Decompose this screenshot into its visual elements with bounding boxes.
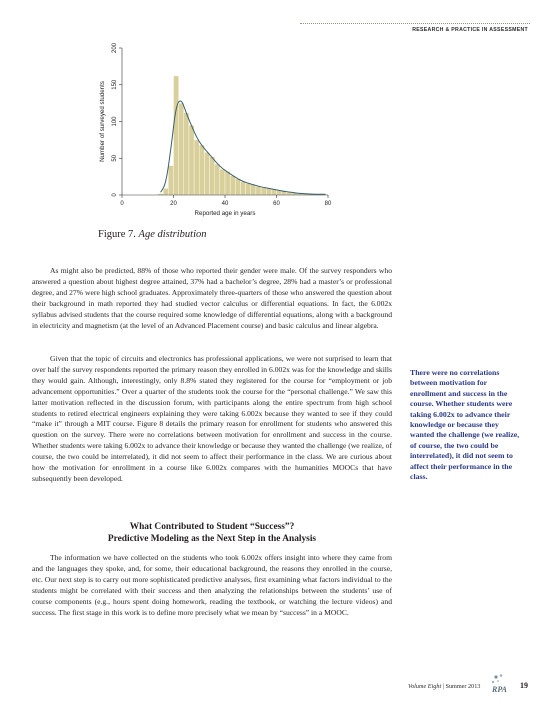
histogram-bar: [261, 188, 266, 195]
histogram-bar: [235, 179, 240, 195]
histogram-bar: [163, 188, 168, 195]
histogram-bar: [199, 145, 204, 195]
histogram-bar: [174, 76, 179, 195]
svg-text:RPA: RPA: [492, 685, 507, 694]
section-heading-line-2: Predictive Modeling as the Next Step in the Analysis: [107, 534, 317, 544]
y-tick-label: 100: [112, 116, 118, 127]
footer-volume-label: Volume Eight: [408, 683, 442, 690]
figure-label: Figure 7.: [98, 229, 136, 240]
figure-caption: [98, 229, 207, 240]
page-number: 19: [520, 681, 528, 690]
paragraph-1: As might also be predicted, 88% of those who reported their gender were male. Of the survey responders who answered a question about highest degree attained, 37% had a bachelor’s degree, 28% had a master’s or professional degree, and 27% were high school graduates. Approximately three-quarters of those who answered the question about their background in math reported they had studied vector calculus or differential equations. In fact, the 6.002x syllabus advised students that the course required some knowledge of differential equations, along with a background in electricity and magnetism (at the level of an Advanced Placement course) and basic calculus and linear algebra.: [32, 266, 392, 330]
rpa-logo-icon: [490, 673, 520, 697]
histogram-bar: [240, 182, 245, 195]
x-tick-label: 20: [170, 201, 177, 207]
running-head: RESEARCH & PRACTICE IN ASSESSMENT: [412, 27, 528, 33]
y-tick-label: 0: [112, 193, 118, 197]
x-tick-label: 60: [273, 201, 280, 207]
pull-quote: There were no correlations between motivation for enrollment and success in the course. Whether students were taking 6.002x to advance their knowledge or because they wanted the challenge (we realize, of course, the two could be interrelated), it did not seem to affect their performance in the class.: [410, 368, 520, 482]
histogram-bar: [194, 140, 199, 195]
footer-issue: | Summer 2013: [441, 683, 481, 690]
y-tick-label: 200: [112, 42, 118, 54]
histogram-bar: [230, 176, 235, 195]
histogram-bar: [277, 191, 282, 195]
x-tick-label: 0: [120, 201, 124, 207]
section-heading-line-1: What Contributed to Student “Success”?: [129, 522, 295, 532]
histogram-bar: [266, 188, 271, 195]
histogram-bar: [225, 171, 230, 195]
histogram-bar: [256, 186, 261, 195]
histogram-bar: [251, 185, 256, 195]
y-tick-label: 150: [112, 79, 118, 90]
header-rule: [300, 23, 530, 24]
histogram-bar: [184, 113, 189, 195]
figure-title: Age distribution: [138, 229, 207, 240]
histogram-bar: [204, 152, 209, 195]
histogram-bar: [210, 157, 215, 195]
histogram-bar: [168, 166, 173, 195]
x-axis-label: Reported age in years: [194, 210, 256, 217]
paragraph-2: Given that the topic of circuits and electronics has professional applications, we were not surprised to learn that over half the survey respondents reported the primary reason they enrolled in 6.002x was for the knowledge and skills they would gain. Although, interestingly, only 8.8% stated they registered for the course for “employment or job advancement opportunities.” Over a quarter of the students took the course for the “personal challenge.” We saw this latter motivation reflected in the discussion forum, with participants along the entire spectrum from high school students to retired electrical engineers explaining they were taking 6.002x because they wanted to see if they could “make it” through a MIT course. Figure 8 details the primary reason for enrollment for students who answered this question on the survey. There were no correlations between motivation for enrollment and success in the course. Whether students were taking 6.002x to advance their knowledge or because they wanted the challenge (we realize, of course, the two could be interrelated), it did not seem to affect their performance in the class. We are curious about how the motivation for enrollment in a course like 6.002x compares with the humanities MOOCs that have subsequently been developed.: [32, 354, 392, 483]
y-axis-label: Number of surveyed students: [99, 81, 106, 162]
histogram-bar: [179, 103, 184, 195]
x-tick-label: 80: [324, 201, 332, 207]
histogram-bar: [220, 169, 225, 195]
histogram-bar: [215, 164, 220, 195]
x-tick-label: 40: [221, 201, 229, 207]
section-heading: [32, 521, 392, 545]
paragraph-3: The information we have collected on the students who took 6.002x offers insight into where they came from and the languages they spoke, and, for some, their educational background, the reasons they enrolled in the course, etc. Our next step is to carry out more sophisticated predictive analyses, first examining what factors individual to the students might be correlated with their success and then analyzing the relationships between the students’ use of course components (e.g., hours spent doing homework, reading the textbook, or watching the lecture videos) and success. The first stage in this work is to define more precisely what we mean by “success” in a MOOC.: [32, 553, 392, 617]
histogram-bar: [189, 125, 194, 195]
histogram-bar: [246, 183, 251, 195]
footer-volume: [408, 683, 480, 690]
y-tick-label: 50: [112, 154, 118, 162]
age-histogram-chart: [80, 40, 350, 225]
